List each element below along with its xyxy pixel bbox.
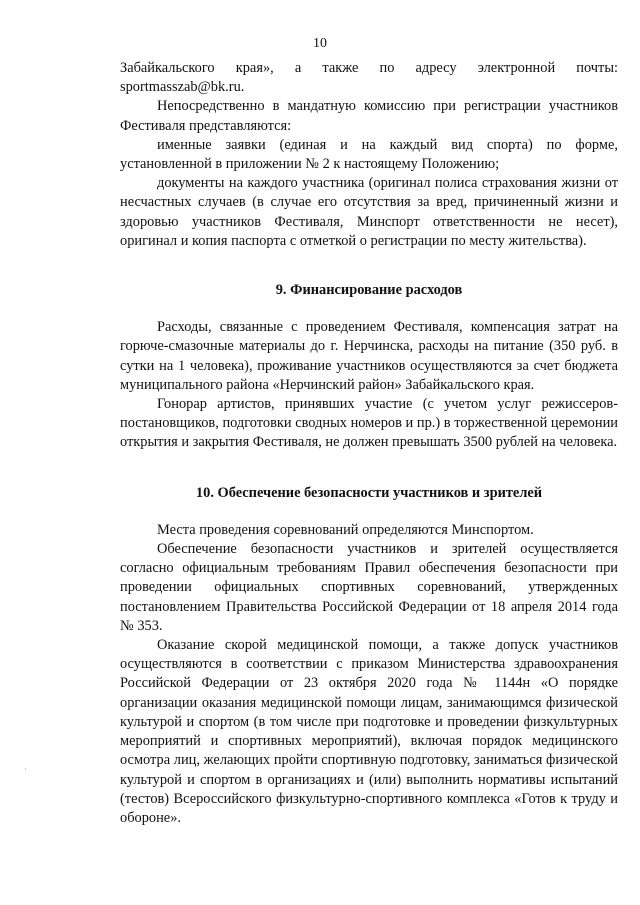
intro-paragraph: именные заявки (единая и на каждый вид спорта) по форме, установленной в приложении № 2 к настоящему Положению; (120, 136, 618, 173)
section-paragraph: Места проведения соревнований определяются Минспортом. (157, 521, 534, 538)
section-paragraph: Расходы, связанные с проведением Фестиваля, компенсация затрат на горюче-смазочные материалы до г. Нерчинска, расходы на питание (350 руб. в сутки на 1 человека), проживание участников осуществляются за счет бюджета муниципального района «Нерчинский район» Забайкальского края. (120, 319, 618, 393)
page-number: 10 (313, 36, 327, 51)
contact-word: электронной (477, 60, 556, 76)
contact-word: также (322, 60, 359, 76)
contact-word: почты: (576, 60, 618, 76)
section-paragraph: Оказание скорой медицинской помощи, а также допуск участников осуществляются в соответствии с приказом Министерства здравоохранения Российской Федерации от 23 октября 2020 года № 1144н «О порядке организации оказания медицинской помощи лицам, занимающимся физической культурой и спортом (в том числе при подготовке и проведении физкультурных мероприятий и спортивных мероприятий), включая порядок медицинского осмотра лиц, желающих пройти спортивную подготовку, заниматься физической культурой и спортом в организациях и (или) выполнить нормативы испытаний (тестов) Всероссийского физкультурно-спортивного комплекса «Готов к труду и обороне». (120, 637, 618, 826)
section-heading-financing: 9. Финансирование расходов (275, 282, 463, 299)
contact-word: края», (235, 60, 274, 76)
document-body (120, 59, 618, 828)
contact-line (120, 59, 618, 78)
email-address: sportmasszab@bk.ru. (120, 79, 245, 96)
contact-word: Забайкальского (120, 60, 215, 76)
section-heading-safety: 10. Обеспечение безопасности участников и зрителей (195, 484, 543, 501)
contact-word: по (379, 60, 395, 76)
section-paragraph: Обеспечение безопасности участников и зрителей осуществляется согласно официальным требованиям Правил обеспечения безопасности при проведении официальных спортивных соревнований, утвержденных постановлением Правительства Российской Федерации от 18 апреля 2014 года № 353. (120, 541, 618, 634)
intro-paragraph: документы на каждого участника (оригинал полиса страхования жизни от несчастных случаев (в случае его отсутствия за вред, причиненный жизни и здоровью участников Фестиваля, Минспорт ответственности не несет), оригинал и копия паспорта с отметкой о регистрации по месту жительства). (120, 175, 618, 249)
contact-word: адресу (415, 60, 457, 76)
section-paragraph: Гонорар артистов, принявших участие (с учетом услуг режиссеров-постановщиков, подготовки сводных номеров и пр.) в торжественной церемонии открытия и закрытия Фестиваля, не должен превышать 3500 рублей на человека. (120, 396, 618, 451)
intro-paragraph: Непосредственно в мандатную комиссию при регистрации участников Фестиваля представляются: (120, 98, 618, 134)
margin-mark: · (24, 764, 27, 774)
contact-word: а (294, 60, 302, 76)
